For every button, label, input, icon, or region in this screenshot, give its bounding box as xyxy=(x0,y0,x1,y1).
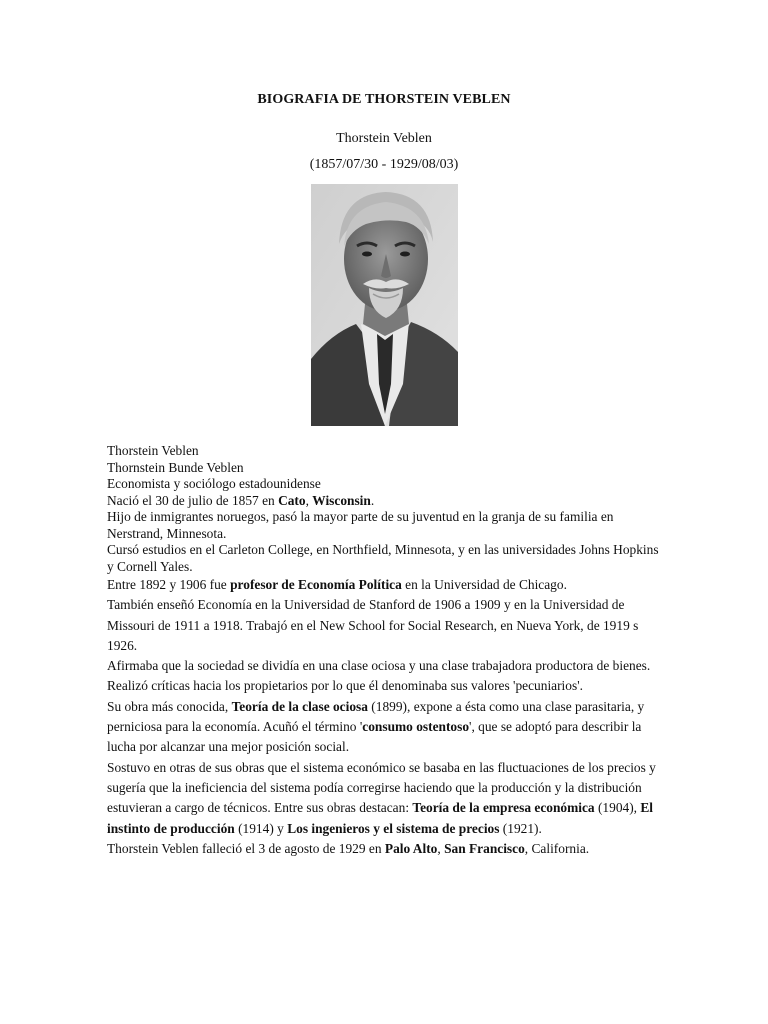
system-work-3: Los ingenieros y el sistema de precios xyxy=(287,820,500,836)
death-text: Thorstein Veblen falleció el 3 de agosto de 1929 en xyxy=(107,840,385,856)
prof-text: Entre 1892 y 1906 fue xyxy=(107,577,231,592)
bio-professor xyxy=(107,575,663,595)
subject-name: Thorstein Veblen xyxy=(336,131,432,146)
work-end: ', que se adoptó para describir la lucha por alcanzar una mejor posición social. xyxy=(107,719,642,755)
bio-studies: Cursó estudios en el Carleton College, en Northfield, Minnesota, y en las universidades Johns Hopkins y Cornell Yales. xyxy=(107,542,659,574)
bio-system xyxy=(107,758,663,839)
bio-main-work xyxy=(107,697,663,758)
birth-city: Cato xyxy=(278,492,306,508)
birth-end: . xyxy=(370,492,375,508)
bio-line-profession: Economista y sociólogo estadounidense xyxy=(107,476,321,491)
document-title: BIOGRAFIA DE THORSTEIN VEBLEN xyxy=(257,92,511,107)
system-text: Sostuvo en otras de sus obras que el sistema económico se basaba en las fluctuaciones de los precios y sugería que la ineficiencia del sistema podía corregirse haciendo que la producción y la distribución estuvieran a cargo de técnicos. Entre sus obras destacan: xyxy=(107,759,656,816)
bio-line-fullname: Thornstein Bunde Veblen xyxy=(107,459,244,475)
birth-text: Nació el 30 de julio de 1857 en xyxy=(107,492,279,508)
bio-death xyxy=(107,839,663,859)
birth-separator: , xyxy=(305,492,313,508)
system-sep-2: (1914) y xyxy=(234,820,288,836)
biography-body xyxy=(107,443,663,859)
prof-end: en la Universidad de Chicago. xyxy=(401,577,567,592)
system-sep-1: (1904), xyxy=(594,800,641,816)
system-end: (1921). xyxy=(499,820,542,836)
portrait-illustration xyxy=(311,184,458,426)
portrait-photo xyxy=(311,184,458,426)
bio-birth xyxy=(107,493,663,510)
prof-title: profesor de Economía Política xyxy=(230,577,402,592)
life-dates: (1857/07/30 - 1929/08/03) xyxy=(309,157,459,172)
birth-state: Wisconsin xyxy=(312,492,371,508)
bio-youth: Hijo de inmigrantes noruegos, pasó la mayor parte de su juventud en la granja de su familia en Nerstrand, Minnesota. xyxy=(107,509,614,541)
system-work-1: Teoría de la empresa económica xyxy=(412,800,595,816)
work-text: Su obra más conocida, xyxy=(107,698,232,714)
bio-line-name: Thorstein Veblen xyxy=(107,443,199,458)
work-term: consumo ostentoso xyxy=(362,719,470,735)
death-region: San Francisco xyxy=(444,840,525,856)
system-work-2: El instinto de producción xyxy=(107,800,654,836)
bio-teaching: También enseñó Economía en la Universidad de Stanford de 1906 a 1909 y en la Universidad de Missouri de 1911 a 1918. Trabajó en el New School for Social Research, en Nueva York, de 1919 s 1926. xyxy=(107,597,639,653)
death-separator: , xyxy=(437,840,445,856)
death-city: Palo Alto xyxy=(384,840,438,856)
work-title: Teoría de la clase ociosa xyxy=(231,698,368,714)
death-end: , California. xyxy=(524,840,590,856)
work-description: (1899), expone a ésta como una clase parasitaria, y perniciosa para la economía. Acuñó el término ' xyxy=(107,698,645,735)
bio-society: Afirmaba que la sociedad se dividía en una clase ociosa y una clase trabajadora productora de bienes. Realizó críticas hacia los propietarios por lo que él denominaba sus valores 'pecuniarios'. xyxy=(107,658,651,694)
